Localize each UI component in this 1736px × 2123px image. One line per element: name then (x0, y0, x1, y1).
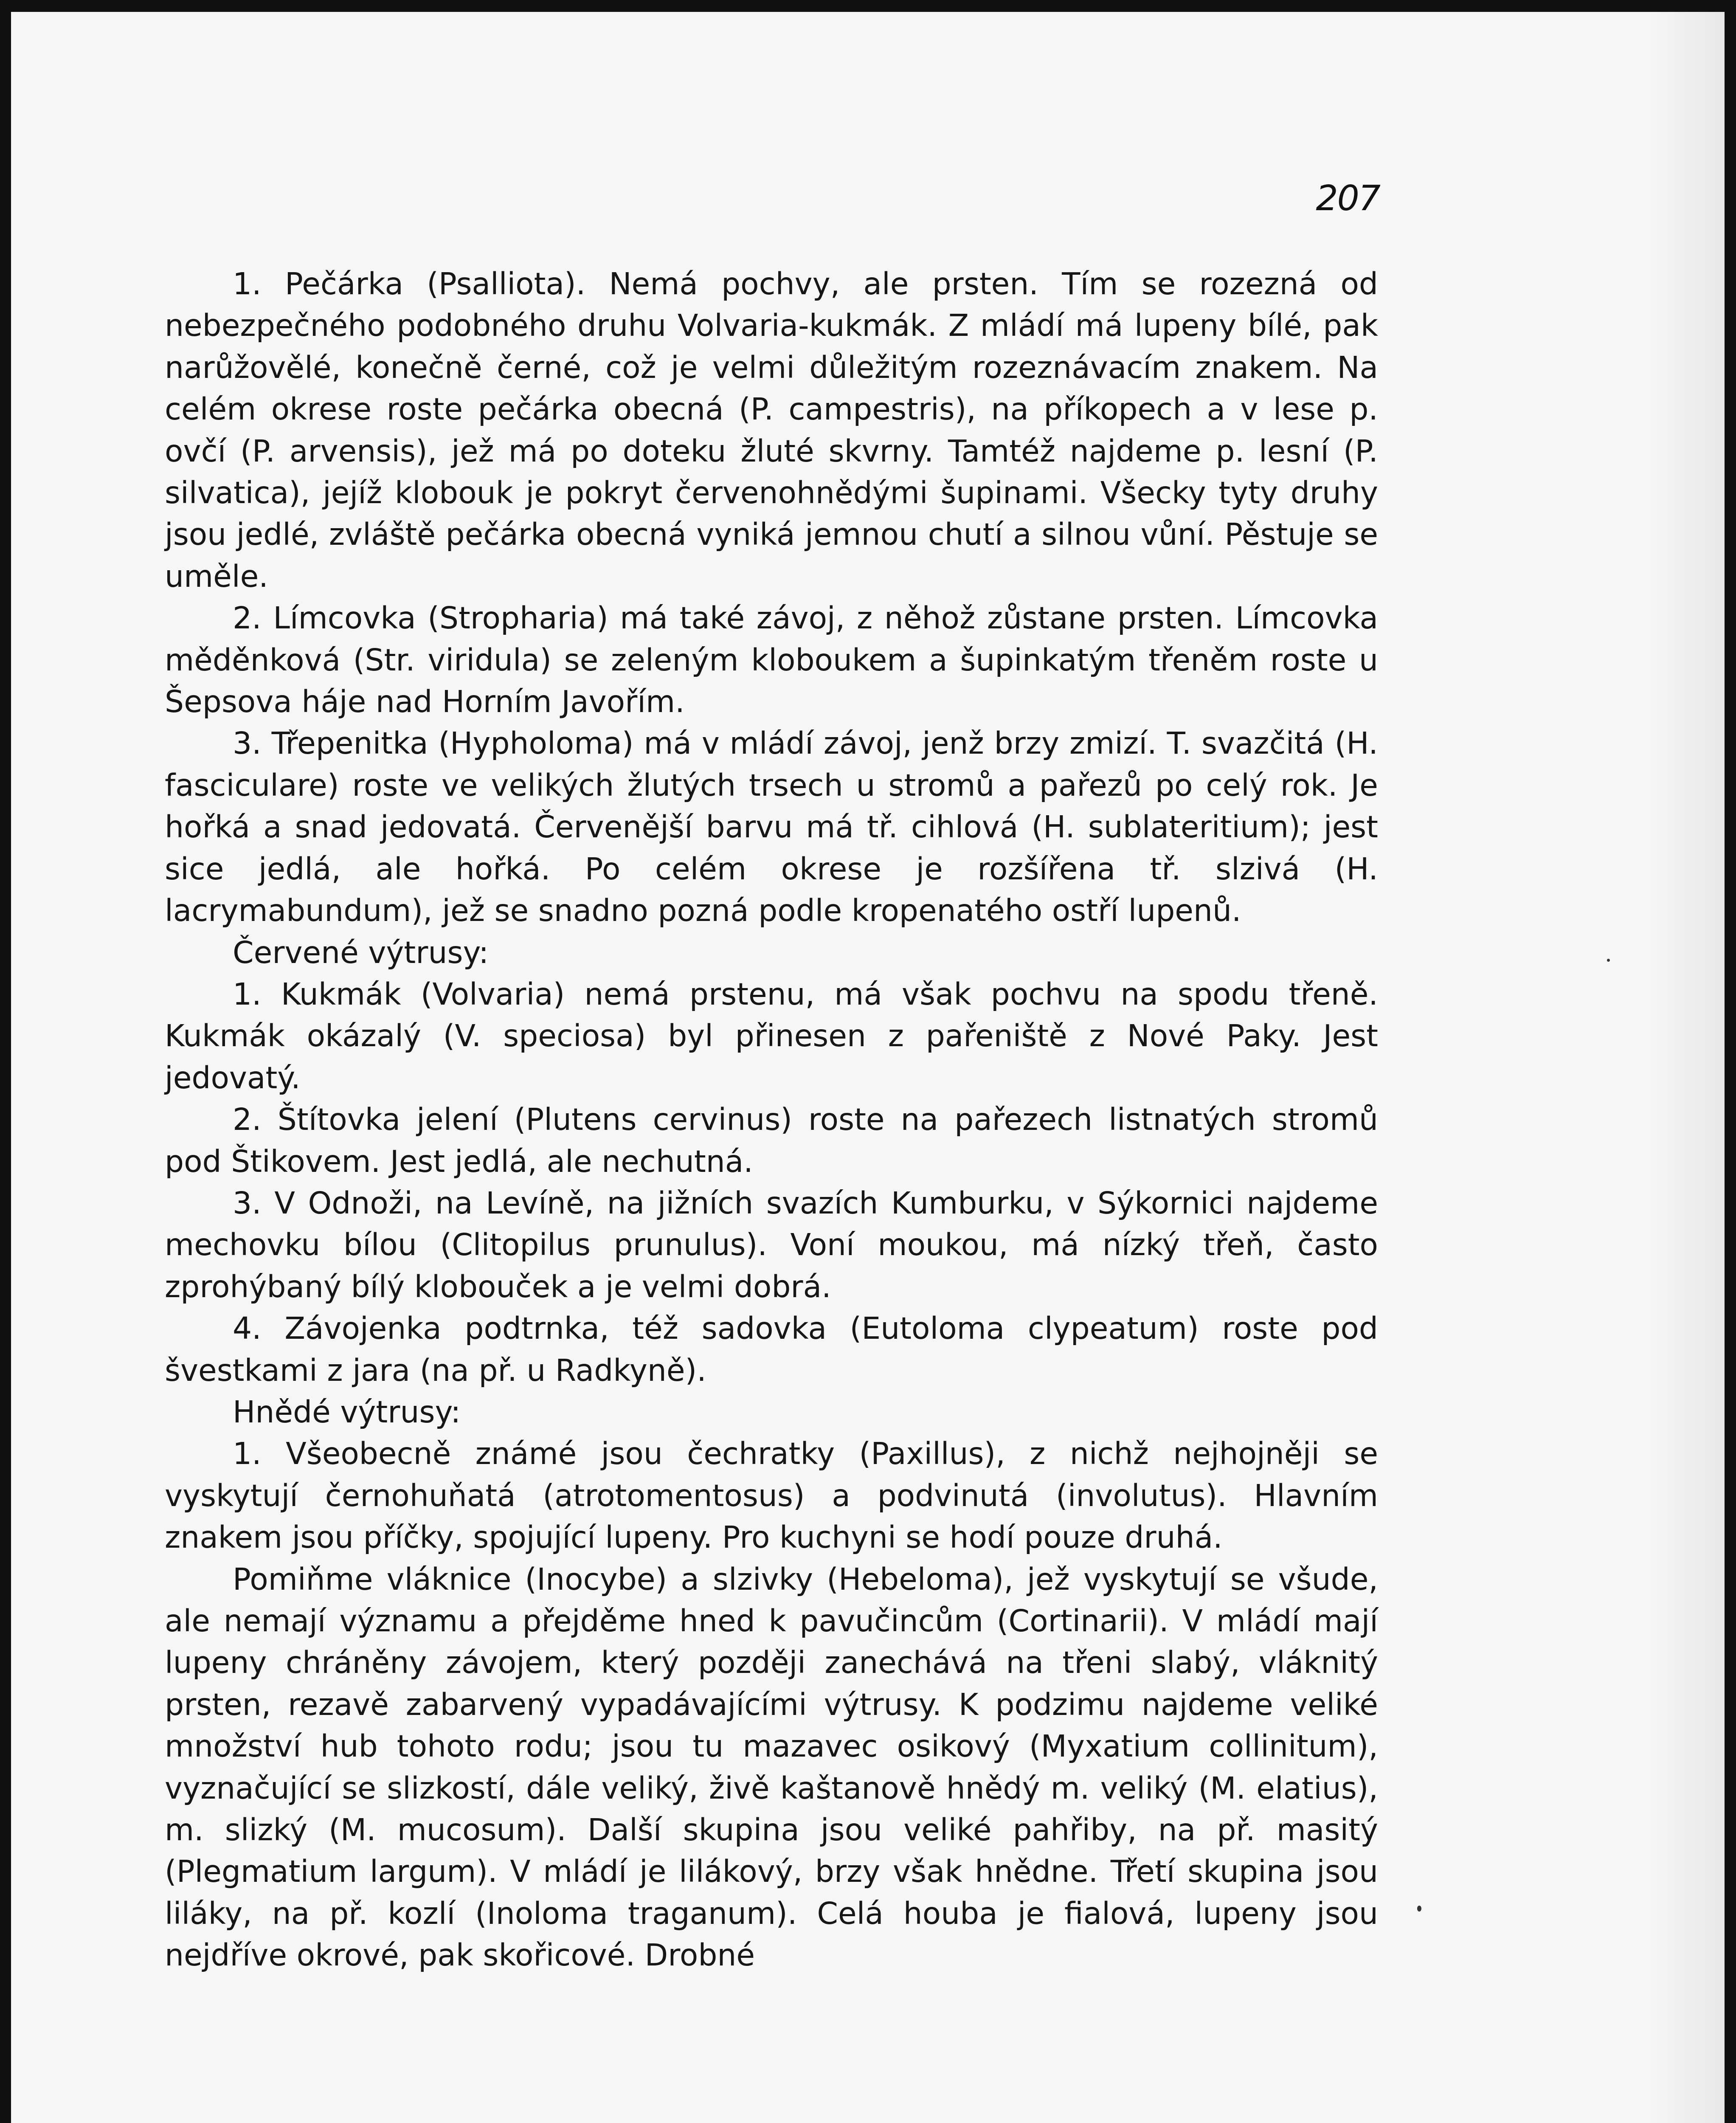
paragraph-mechovka: 3. V Odnoži, na Levíně, na jižních svazích Kumburku, v Sýkornici najdeme mechovku bílou (Clitopilus prunulus). Voní moukou, má nízký třeň, často zprohýbaný bílý klobouček a je velmi dobrá. (165, 1185, 1378, 1304)
paragraph-stitovka: 2. Štítovka jelení (Plutens cervinus) roste na pařezech listnatých stromů pod Štikovem. Jest jedlá, ale nechutná. (165, 1102, 1378, 1179)
page-number: 207 (1316, 178, 1380, 219)
paragraph-pavucince: Pomiňme vláknice (Inocybe) a slzivky (Hebeloma), jež vyskytují se všude, ale nemají významu a přejděme hned k pavučincům (Cortinarii). V mládí mají lupeny chráněny závojem, který později zanechává na třeni slabý, vláknitý prsten, rezavě zabarvený vypadávajícími výtrusy. K podzimu najdeme veliké množství hub tohoto rodu; jsou tu mazavec osikový (Myxatium collinitum), vyznačující se slizkostí, dále veliký, živě kaštanově hnědý m. veliký (M. elatius), m. slizký (M. mucosum). Další skupina jsou veliké pahřiby, na př. masitý (Plegmatium largum). V mládí je lilákový, brzy však hnědne. Třetí skupina jsou liláky, na př. kozlí (Inoloma traganum). Celá houba je fialová, lupeny jsou nejdříve okrové, pak skořicové. Drobné (165, 1561, 1378, 1973)
body-text (165, 263, 1378, 1977)
paragraph-limcovka: 2. Límcovka (Stropharia) má také závoj, z něhož zůstane prsten. Límcovka měděnková (Str. viridula) se zeleným kloboukem a šupinkatým třeněm roste u Šepsova háje nad Horním Javořím. (165, 600, 1378, 720)
gutter-shadow (1647, 0, 1725, 2123)
paragraph-trepenitka: 3. Třepenitka (Hypholoma) má v mládí závoj, jenž brzy zmizí. T. svazčitá (H. fasciculare) roste ve velikých žlutých trsech u stromů a pařezů po celý rok. Je hořká a snad jedovatá. Červenější barvu má tř. cihlová (H. sublateritium); jest sice jedlá, ale hořká. Po celém okrese je rozšířena tř. slzivá (H. lacrymabundum), jež se snadno pozná podle kropenatého ostří lupenů. (165, 726, 1378, 929)
section-heading-brown-spores: Hnědé výtrusy: (233, 1394, 461, 1430)
scan-border-left (0, 0, 11, 2123)
paragraph-cechratky: 1. Všeobecně známé jsou čechratky (Paxillus), z nichž nejhojněji se vyskytují černohuňatá (atrotomentosus) a podvinutá (involutus). Hlavním znakem jsou příčky, spojující lupeny. Pro kuchyni se hodí pouze druhá. (165, 1436, 1378, 1555)
scan-speck (1607, 959, 1610, 962)
section-heading-red-spores: Červené výtrusy: (233, 935, 489, 970)
scan-speck (1417, 1906, 1421, 1912)
paragraph-kukmak: 1. Kukmák (Volvaria) nemá prstenu, má však pochvu na spodu třeně. Kukmák okázalý (V. speciosa) byl přinesen z pařeniště z Nové Paky. Jest jedovatý. (165, 976, 1378, 1095)
paragraph-zavojenka: 4. Závojenka podtrnka, též sadovka (Eutoloma clypeatum) roste pod švestkami z jara (na př. u Radkyně). (165, 1311, 1378, 1388)
scan-border-top (0, 0, 1736, 12)
paragraph-pecarka: 1. Pečárka (Psalliota). Nemá pochvy, ale prsten. Tím se rozezná od nebezpečného podobného druhu Volvaria-kukmák. Z mládí má lupeny bílé, pak narůžovělé, konečně černé, což je velmi důležitým rozeznávacím znakem. Na celém okrese roste pečárka obecná (P. campestris), na příkopech a v lese p. ovčí (P. arvensis), jež má po doteku žluté skvrny. Tamtéž najdeme p. lesní (P. silvatica), jejíž klobouk je pokryt červenohnědými šupinami. Všecky tyty druhy jsou jedlé, zvláště pečárka obecná vyniká jemnou chutí a silnou vůní. Pěstuje se uměle. (165, 266, 1378, 594)
scan-border-right (1725, 0, 1736, 2123)
